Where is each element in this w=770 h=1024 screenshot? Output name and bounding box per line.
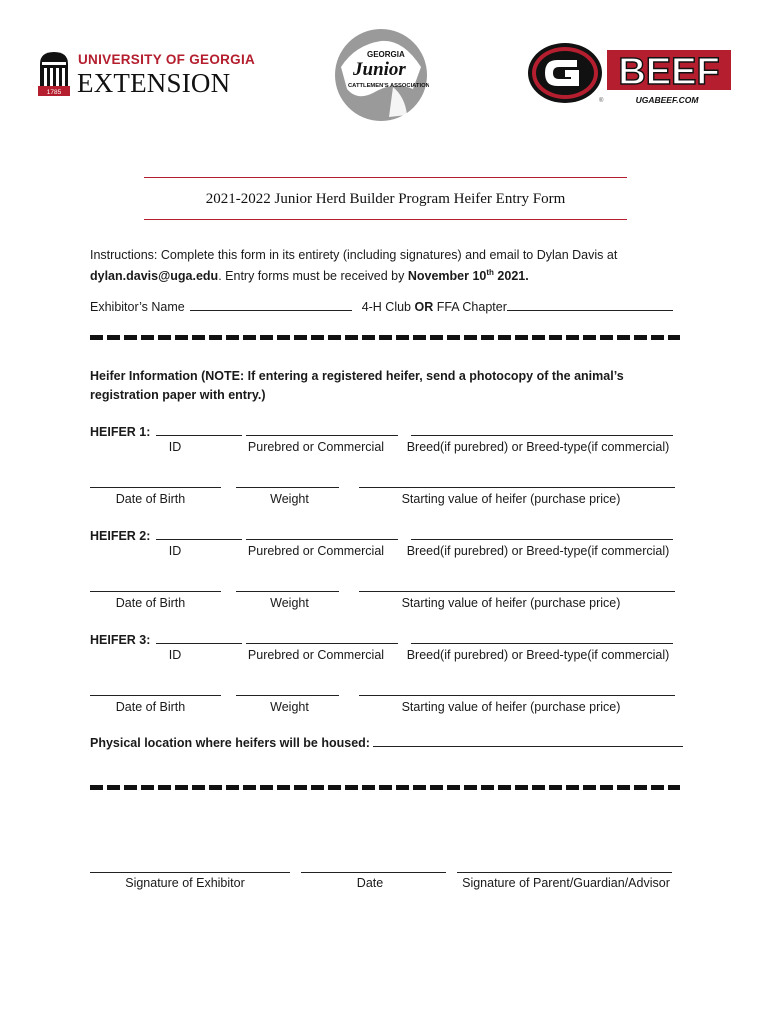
instructions-line-1: Instructions: Complete this form in its entirety (including signatures) and email to Dylan Davis at [90,248,618,262]
uga-beef-logo [527,42,733,108]
heifer-type-field[interactable] [246,527,398,540]
form-title: 2021-2022 Junior Herd Builder Program Heifer Entry Form [205,191,566,207]
heifer-id-field[interactable] [156,423,242,436]
heifer-info-note: Heifer Information (NOTE: If entering a registered heifer, send a photocopy of the animal’s registration paper with entry.) [90,369,624,402]
heifer-weight-field[interactable] [236,475,339,488]
uga-university-name: UNIVERSITY OF GEORGIA [78,52,256,67]
heifer-type-label: Purebred or Commercial [247,544,385,558]
gjca-circle-icon [333,27,429,123]
svg-text:1785: 1785 [46,89,62,96]
parent-signature-field[interactable] [457,860,672,873]
club-chapter-field[interactable] [507,298,673,311]
heifer-id-label: ID [168,648,182,662]
heifer-breed-label: Breed(if purebred) or Breed-type(if commercial) [406,440,670,454]
svg-text:BEEF: BEEF [618,51,720,93]
heifer-weight-field[interactable] [236,579,339,592]
heifer-type-label: Purebred or Commercial [247,648,385,662]
heifer-type-field[interactable] [246,423,398,436]
heifer-weight-label: Weight [270,596,309,610]
club-label: 4-H Club OR FFA Chapter [361,300,507,314]
heifer-id-field[interactable] [156,527,242,540]
heifer-breed-field[interactable] [411,631,673,644]
title-top-rule [144,177,627,178]
heifer-dob-field[interactable] [90,579,221,592]
heifer-value-field[interactable] [359,579,675,592]
svg-text:®: ® [599,98,604,104]
heifer-id-field[interactable] [156,631,242,644]
exhibitor-name-label: Exhibitor’s Name [90,300,185,314]
heifer-value-field[interactable] [359,683,675,696]
date-field[interactable] [301,860,446,873]
uga-arch-icon [38,50,70,96]
deadline: November 10th 2021. [407,268,529,284]
gjca-logo [333,27,429,123]
exhibitor-row [90,298,690,315]
heifer-type-label: Purebred or Commercial [247,440,385,454]
georgia-g-beef-icon [527,42,733,108]
heifer-weight-label: Weight [270,700,309,714]
contact-email-link[interactable]: dylan.davis@uga.edu [90,269,219,284]
heifer-breed-label: Breed(if purebred) or Breed-type(if commercial) [406,648,670,662]
exhibitor-signature-field[interactable] [90,860,290,873]
heifer-dob-field[interactable] [90,475,221,488]
location-row [90,734,683,751]
exhibitor-name-field[interactable] [190,298,352,311]
instructions [90,247,690,284]
svg-text:Junior: Junior [353,59,406,80]
heifer-breed-label: Breed(if purebred) or Breed-type(if commercial) [406,544,670,558]
heifer-weight-label: Weight [270,492,309,506]
heifer-id-label: ID [168,544,182,558]
heifer-breed-field[interactable] [411,423,673,436]
heifer-id-label: ID [168,440,182,454]
heifer-label: HEIFER 2: [90,529,151,543]
heifer-label: HEIFER 1: [90,425,151,439]
svg-text:GEORGIA: GEORGIA [367,50,405,59]
heifer-breed-field[interactable] [411,527,673,540]
heifer-value-label: Starting value of heifer (purchase price) [401,700,621,714]
svg-text:CATTLEMEN'S ASSOCIATION: CATTLEMEN'S ASSOCIATION [348,83,429,89]
heifer-dob-field[interactable] [90,683,221,696]
title-bottom-rule [144,219,627,220]
heifer-value-field[interactable] [359,475,675,488]
heifer-dob-label: Date of Birth [115,492,186,506]
section-divider-2 [90,785,680,790]
location-field[interactable] [373,734,683,747]
section-divider-1 [90,335,680,340]
parent-signature-label: Signature of Parent/Guardian/Advisor [462,876,670,890]
location-label: Physical location where heifers will be housed: [90,736,370,750]
heifer-value-label: Starting value of heifer (purchase price) [401,596,621,610]
heifer-type-field[interactable] [246,631,398,644]
heifer-dob-label: Date of Birth [115,596,186,610]
exhibitor-signature-label: Signature of Exhibitor [125,876,245,890]
date-label: Date [356,876,384,890]
instructions-line-2: dylan.davis@uga.edu. Entry forms must be received by November 10th 2021. [90,268,529,284]
heifer-weight-field[interactable] [236,683,339,696]
uga-extension-name: EXTENSION [77,68,231,98]
svg-text:UGABEEF.COM: UGABEEF.COM [635,95,699,105]
heifer-dob-label: Date of Birth [115,700,186,714]
heifer-value-label: Starting value of heifer (purchase price) [401,492,621,506]
heifer-label: HEIFER 3: [90,633,151,647]
